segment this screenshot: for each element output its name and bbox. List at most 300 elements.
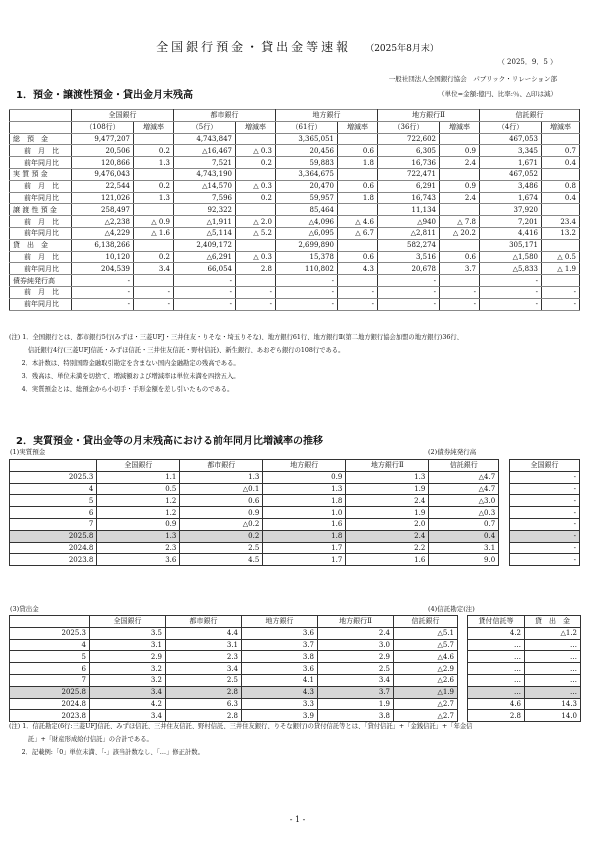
- value-cell: -: [542, 286, 580, 298]
- value-cell: 0.2: [236, 157, 276, 169]
- column-header: 地方銀行: [263, 460, 346, 472]
- change-rate-header: 増減率: [542, 121, 580, 133]
- value-cell: 204,539: [72, 263, 134, 275]
- value-cell: △5,114: [174, 227, 236, 239]
- value-cell: 10,120: [72, 251, 134, 263]
- value-cell: 3,486: [480, 180, 542, 192]
- table-row: [10, 639, 581, 651]
- value-cell: 0.4: [542, 192, 580, 204]
- value-cell: 1.0: [263, 507, 346, 519]
- period-cell: 2025.8: [10, 530, 97, 542]
- value-cell: △ 0.3: [236, 180, 276, 192]
- value-cell: 3.7: [440, 263, 480, 275]
- value-cell: △6,291: [174, 251, 236, 263]
- value-cell: 4.5: [180, 554, 263, 566]
- value-cell: [542, 204, 580, 216]
- column-header: 信託銀行: [429, 460, 499, 472]
- table-row: [10, 251, 580, 263]
- value-cell: -: [440, 286, 480, 298]
- value-cell: -: [378, 275, 440, 287]
- value-cell: △3.0: [429, 495, 499, 507]
- row-label: 前年同月比: [10, 157, 72, 169]
- bank-count: （5行）: [174, 121, 236, 133]
- note-line: 3．残高は、単位未満を切捨て、増減額および増減率は単位未満を四捨五入。: [9, 373, 240, 380]
- gap-cell: [458, 674, 468, 686]
- value-cell: …: [468, 651, 525, 663]
- table-row: [10, 145, 580, 157]
- value-cell: 7,521: [174, 157, 236, 169]
- value-cell: 2.4: [440, 157, 480, 169]
- bank-group-header: 都市銀行: [174, 110, 276, 122]
- value-cell: 22,544: [72, 180, 134, 192]
- value-cell: 2.9: [90, 651, 166, 663]
- value-cell: 92,322: [174, 204, 236, 216]
- table-row: [10, 554, 580, 566]
- gap-cell: [499, 554, 510, 566]
- row-label: 貸 出 金: [10, 239, 72, 251]
- value-cell: 0.6: [338, 145, 378, 157]
- value-cell: [134, 168, 174, 180]
- value-cell: [236, 133, 276, 145]
- bank-count: （61行）: [276, 121, 338, 133]
- table-row: [10, 663, 581, 675]
- period-cell: 2024.8: [10, 542, 97, 554]
- value-cell: 3.1: [166, 639, 242, 651]
- value-cell: 66,054: [174, 263, 236, 275]
- value-cell: 1.3: [134, 157, 174, 169]
- value-cell: 120,866: [72, 157, 134, 169]
- row-label: 前 月 比: [10, 286, 72, 298]
- value-cell: △1.9: [394, 686, 458, 698]
- value-cell: [236, 275, 276, 287]
- gap-cell: [458, 698, 468, 710]
- value-cell: △2,811: [378, 227, 440, 239]
- period-cell: 7: [10, 518, 97, 530]
- value-cell: [338, 275, 378, 287]
- value-cell: 85,464: [276, 204, 338, 216]
- value-cell: 2.8: [468, 710, 525, 722]
- value-cell: …: [525, 686, 581, 698]
- bank-count: （4行）: [480, 121, 542, 133]
- value-cell: △ 0.9: [134, 216, 174, 228]
- value-cell: -: [480, 275, 542, 287]
- period-cell: 2023.8: [10, 710, 90, 722]
- value-cell: 1.8: [338, 192, 378, 204]
- value-cell: …: [525, 663, 581, 675]
- bank-count: （36行）: [378, 121, 440, 133]
- page-number: - 1 -: [289, 815, 306, 824]
- table-row: [10, 192, 580, 204]
- value-cell: 3.8: [242, 651, 318, 663]
- value-cell: 11,134: [378, 204, 440, 216]
- value-cell: 0.8: [542, 180, 580, 192]
- value-cell: [134, 133, 174, 145]
- value-cell: [440, 133, 480, 145]
- period-cell: 2025.3: [10, 471, 97, 483]
- value-cell: 3.0: [318, 639, 394, 651]
- table-row: [10, 698, 581, 710]
- corner-cell: [10, 616, 90, 628]
- value-cell: 2.4: [440, 192, 480, 204]
- value-cell: 3.2: [90, 674, 166, 686]
- value-cell: 7,596: [174, 192, 236, 204]
- bank-group-header: 地方銀行Ⅱ: [378, 110, 480, 122]
- row-label: 前年同月比: [10, 298, 72, 310]
- value-cell: △ 7.8: [440, 216, 480, 228]
- value-cell: -: [276, 275, 338, 287]
- value-cell: 4.2: [90, 698, 166, 710]
- subheader-row: [10, 121, 580, 133]
- gap-cell: [499, 460, 510, 472]
- value-cell: 3.4: [90, 710, 166, 722]
- row-label: 前 月 比: [10, 145, 72, 157]
- value-cell: -: [338, 298, 378, 310]
- value-cell: 16,736: [378, 157, 440, 169]
- column-header: 地方銀行Ⅱ: [318, 616, 394, 628]
- section1-heading: 1．預金・譲渡性預金・貸出金月末残高: [16, 90, 193, 101]
- value-cell: △ 0.3: [236, 251, 276, 263]
- value-cell: 20,470: [276, 180, 338, 192]
- table-row: [10, 483, 580, 495]
- bank-count: （108行）: [72, 121, 134, 133]
- value-cell: 2.5: [180, 542, 263, 554]
- row-label: 前年同月比: [10, 263, 72, 275]
- note-line: (注) 1．全国銀行とは、都市銀行5行(みずほ・三菱UFJ・三井住友・りそな・埼玉りそな)、地方銀行61行、地方銀行Ⅱ(第二地方銀行協会加盟の地方銀行)36行、: [9, 334, 463, 341]
- column-header: 信託銀行: [394, 616, 458, 628]
- value-cell: 3.8: [318, 710, 394, 722]
- value-cell: 3,345: [480, 145, 542, 157]
- value-cell: …: [525, 651, 581, 663]
- value-cell: 4,416: [480, 227, 542, 239]
- table-row: [10, 495, 580, 507]
- table-row: [10, 686, 581, 698]
- value-cell: -: [510, 518, 580, 530]
- value-cell: △6,095: [276, 227, 338, 239]
- row-label: 前年同月比: [10, 192, 72, 204]
- value-cell: 722,471: [378, 168, 440, 180]
- value-cell: 2.4: [346, 495, 429, 507]
- value-cell: 722,602: [378, 133, 440, 145]
- value-cell: 2.9: [318, 651, 394, 663]
- table-row: [10, 263, 580, 275]
- value-cell: -: [276, 286, 338, 298]
- value-cell: -: [236, 298, 276, 310]
- column-header: 全国銀行: [97, 460, 180, 472]
- value-cell: △ 4.6: [338, 216, 378, 228]
- table-row: [10, 530, 580, 542]
- value-cell: 467,053: [480, 133, 542, 145]
- gap-cell: [458, 616, 468, 628]
- trust-table-label: (4)信託勘定(注): [428, 605, 475, 613]
- note-line: (注) 1．信託勘定(6行:三菱UFJ信託、みずほ信託、三井住友信託、野村信託、三井住友銀行、りそな銀行)の貸付信託等とは、「貸付信託」+「金銭信託」+「年金信: [9, 723, 473, 730]
- value-cell: 2.8: [236, 263, 276, 275]
- value-cell: 4,743,190: [174, 168, 236, 180]
- value-cell: [440, 168, 480, 180]
- note-line: 信託銀行4行(三菱UFJ信託・みずほ信託・三井住友信託・野村信託)、新生銀行、あおぞら銀行の108行である。: [9, 347, 345, 354]
- value-cell: -: [378, 298, 440, 310]
- change-rate-header: 増減率: [338, 121, 378, 133]
- table-row: [10, 216, 580, 228]
- value-cell: 2.2: [346, 542, 429, 554]
- value-cell: △ 2.0: [236, 216, 276, 228]
- value-cell: △ 0.3: [236, 145, 276, 157]
- organization: 一般社団法人全国銀行協会 パブリック・リレーション部: [388, 75, 557, 83]
- value-cell: 3.6: [242, 663, 318, 675]
- value-cell: -: [510, 530, 580, 542]
- value-cell: 1.2: [97, 495, 180, 507]
- table-row: [10, 627, 581, 639]
- note-line: 4．実質預金とは、総預金から小切手・手形金額を差し引いたものである。: [9, 386, 234, 393]
- value-cell: [440, 204, 480, 216]
- value-cell: -: [510, 554, 580, 566]
- gap-cell: [499, 518, 510, 530]
- value-cell: 4.4: [166, 627, 242, 639]
- value-cell: -: [338, 286, 378, 298]
- value-cell: △4.7: [429, 483, 499, 495]
- value-cell: 1.9: [346, 483, 429, 495]
- value-cell: △4.7: [429, 471, 499, 483]
- value-cell: △14,570: [174, 180, 236, 192]
- value-cell: 4.3: [338, 263, 378, 275]
- value-cell: 20,456: [276, 145, 338, 157]
- page-title: [0, 38, 595, 55]
- table-row: [10, 275, 580, 287]
- value-cell: 0.5: [97, 483, 180, 495]
- value-cell: 3.6: [242, 627, 318, 639]
- value-cell: 3.6: [97, 554, 180, 566]
- bank-group-header: 全国銀行: [72, 110, 174, 122]
- value-cell: 4.2: [468, 627, 525, 639]
- gap-cell: [499, 495, 510, 507]
- column-header: 都市銀行: [166, 616, 242, 628]
- value-cell: [440, 275, 480, 287]
- value-cell: 1.8: [338, 157, 378, 169]
- value-cell: 121,026: [72, 192, 134, 204]
- value-cell: 3.2: [90, 663, 166, 675]
- value-cell: △2,238: [72, 216, 134, 228]
- row-label: 前 月 比: [10, 180, 72, 192]
- bank-group-header: 地方銀行: [276, 110, 378, 122]
- row-label: 前 月 比: [10, 251, 72, 263]
- value-cell: 6.3: [166, 698, 242, 710]
- value-cell: 0.9: [180, 507, 263, 519]
- value-cell: 1.9: [346, 507, 429, 519]
- loan-table-label: (3)貸出金: [10, 605, 39, 613]
- value-cell: …: [468, 686, 525, 698]
- value-cell: 0.9: [97, 518, 180, 530]
- value-cell: 15,378: [276, 251, 338, 263]
- value-cell: -: [236, 286, 276, 298]
- period-cell: 2023.8: [10, 554, 97, 566]
- table-row: [10, 471, 580, 483]
- section2-heading: 2．実質預金・貸出金等の月末残高における前年同月比増減率の推移: [16, 436, 323, 447]
- value-cell: 0.6: [180, 495, 263, 507]
- value-cell: -: [276, 298, 338, 310]
- value-cell: 6,138,266: [72, 239, 134, 251]
- table-row: [10, 180, 580, 192]
- value-cell: △2.7: [394, 710, 458, 722]
- value-cell: [134, 275, 174, 287]
- value-cell: 1.7: [263, 542, 346, 554]
- value-cell: △5.1: [394, 627, 458, 639]
- table-row: [10, 157, 580, 169]
- value-cell: 20,678: [378, 263, 440, 275]
- value-cell: 305,171: [480, 239, 542, 251]
- value-cell: 0.6: [338, 180, 378, 192]
- value-cell: △16,467: [174, 145, 236, 157]
- value-cell: 1.8: [263, 530, 346, 542]
- value-cell: 1.3: [180, 471, 263, 483]
- gap-cell: [499, 542, 510, 554]
- value-cell: [542, 168, 580, 180]
- value-cell: △2.6: [394, 674, 458, 686]
- value-cell: 1.6: [346, 554, 429, 566]
- corner-cell: [10, 460, 97, 472]
- bond-table-label: (2)債券純発行高: [428, 448, 477, 456]
- row-label: 債券純発行高: [10, 275, 72, 287]
- table-row: [10, 227, 580, 239]
- value-cell: -: [510, 507, 580, 519]
- value-cell: 0.2: [236, 192, 276, 204]
- value-cell: …: [525, 639, 581, 651]
- value-cell: 9,476,043: [72, 168, 134, 180]
- value-cell: 14.0: [525, 710, 581, 722]
- value-cell: 0.7: [429, 518, 499, 530]
- gap-cell: [499, 507, 510, 519]
- value-cell: △940: [378, 216, 440, 228]
- value-cell: 0.9: [263, 471, 346, 483]
- value-cell: 1,671: [480, 157, 542, 169]
- value-cell: 2.5: [318, 663, 394, 675]
- value-cell: 37,920: [480, 204, 542, 216]
- value-cell: …: [468, 674, 525, 686]
- row-label: 前 月 比: [10, 216, 72, 228]
- period-cell: 7: [10, 674, 90, 686]
- value-cell: 0.9: [440, 180, 480, 192]
- gap-cell: [499, 483, 510, 495]
- value-cell: △2.9: [394, 663, 458, 675]
- column-header: 地方銀行Ⅱ: [346, 460, 429, 472]
- value-cell: △4,229: [72, 227, 134, 239]
- value-cell: 0.9: [440, 145, 480, 157]
- value-cell: 3.7: [318, 686, 394, 698]
- value-cell: 0.2: [134, 145, 174, 157]
- value-cell: -: [440, 298, 480, 310]
- value-cell: 2.8: [166, 686, 242, 698]
- column-header: 貸付信託等: [468, 616, 525, 628]
- value-cell: -: [480, 298, 542, 310]
- value-cell: 3.3: [242, 698, 318, 710]
- value-cell: -: [510, 495, 580, 507]
- gap-cell: [458, 686, 468, 698]
- value-cell: 2.4: [318, 627, 394, 639]
- value-cell: 2.4: [346, 530, 429, 542]
- period-cell: 2025.3: [10, 627, 90, 639]
- value-cell: 14.3: [525, 698, 581, 710]
- value-cell: 3.4: [90, 686, 166, 698]
- title-text: 全国銀行預金・貸出金等速報: [156, 40, 352, 54]
- value-cell: 0.7: [542, 145, 580, 157]
- change-rate-header: 増減率: [236, 121, 276, 133]
- table-row: [10, 298, 580, 310]
- note-line: 2．記載例:「0」単位未満、「-」該当計数なし、「…」修正計数。: [9, 749, 204, 756]
- value-cell: [134, 239, 174, 251]
- gap-cell: [458, 651, 468, 663]
- table-row: [10, 518, 580, 530]
- value-cell: -: [510, 471, 580, 483]
- value-cell: △2.7: [394, 698, 458, 710]
- period-cell: 2025.8: [10, 686, 90, 698]
- value-cell: 1.3: [134, 192, 174, 204]
- period-cell: 2024.8: [10, 698, 90, 710]
- value-cell: [338, 239, 378, 251]
- value-cell: 3,516: [378, 251, 440, 263]
- table-row: [10, 542, 580, 554]
- value-cell: 1.9: [318, 698, 394, 710]
- value-cell: -: [72, 286, 134, 298]
- value-cell: 2,699,890: [276, 239, 338, 251]
- value-cell: [236, 204, 276, 216]
- value-cell: 3.1: [90, 639, 166, 651]
- period-cell: 6: [10, 663, 90, 675]
- value-cell: 20,506: [72, 145, 134, 157]
- value-cell: -: [378, 286, 440, 298]
- value-cell: [134, 204, 174, 216]
- value-cell: -: [72, 275, 134, 287]
- row-label: 譲 渡 性 預 金: [10, 204, 72, 216]
- value-cell: -: [174, 298, 236, 310]
- report-date: （ 2025．9．5 ）: [497, 58, 557, 66]
- value-cell: 1.2: [97, 507, 180, 519]
- value-cell: △5.7: [394, 639, 458, 651]
- value-cell: 2.0: [346, 518, 429, 530]
- column-header: 全国銀行: [510, 460, 580, 472]
- period-cell: 4: [10, 483, 97, 495]
- value-cell: 1.3: [97, 530, 180, 542]
- value-cell: 3.4: [166, 663, 242, 675]
- gap-cell: [458, 663, 468, 675]
- value-cell: 0.6: [440, 251, 480, 263]
- value-cell: 1.3: [263, 483, 346, 495]
- value-cell: △4.6: [394, 651, 458, 663]
- change-rate-header: 増減率: [440, 121, 480, 133]
- value-cell: 3.4: [134, 263, 174, 275]
- gap-cell: [458, 627, 468, 639]
- value-cell: 110,802: [276, 263, 338, 275]
- period-cell: 5: [10, 495, 97, 507]
- value-cell: 0.2: [180, 530, 263, 542]
- title-sub: （2025年8月末）: [365, 44, 439, 54]
- table-row: [10, 286, 580, 298]
- value-cell: △ 6.7: [338, 227, 378, 239]
- value-cell: △4,096: [276, 216, 338, 228]
- value-cell: -: [480, 286, 542, 298]
- bank-group-header: 信託銀行: [480, 110, 580, 122]
- loan-trend-table: [9, 615, 581, 722]
- column-header: 貸 出 金: [525, 616, 581, 628]
- value-cell: 16,743: [378, 192, 440, 204]
- value-cell: 3,364,675: [276, 168, 338, 180]
- value-cell: [236, 239, 276, 251]
- row-label: 総 預 金: [10, 133, 72, 145]
- value-cell: …: [468, 639, 525, 651]
- row-label: 前年同月比: [10, 227, 72, 239]
- value-cell: 2,409,172: [174, 239, 236, 251]
- value-cell: 2.3: [166, 651, 242, 663]
- value-cell: 59,883: [276, 157, 338, 169]
- value-cell: 4.3: [242, 686, 318, 698]
- value-cell: -: [134, 298, 174, 310]
